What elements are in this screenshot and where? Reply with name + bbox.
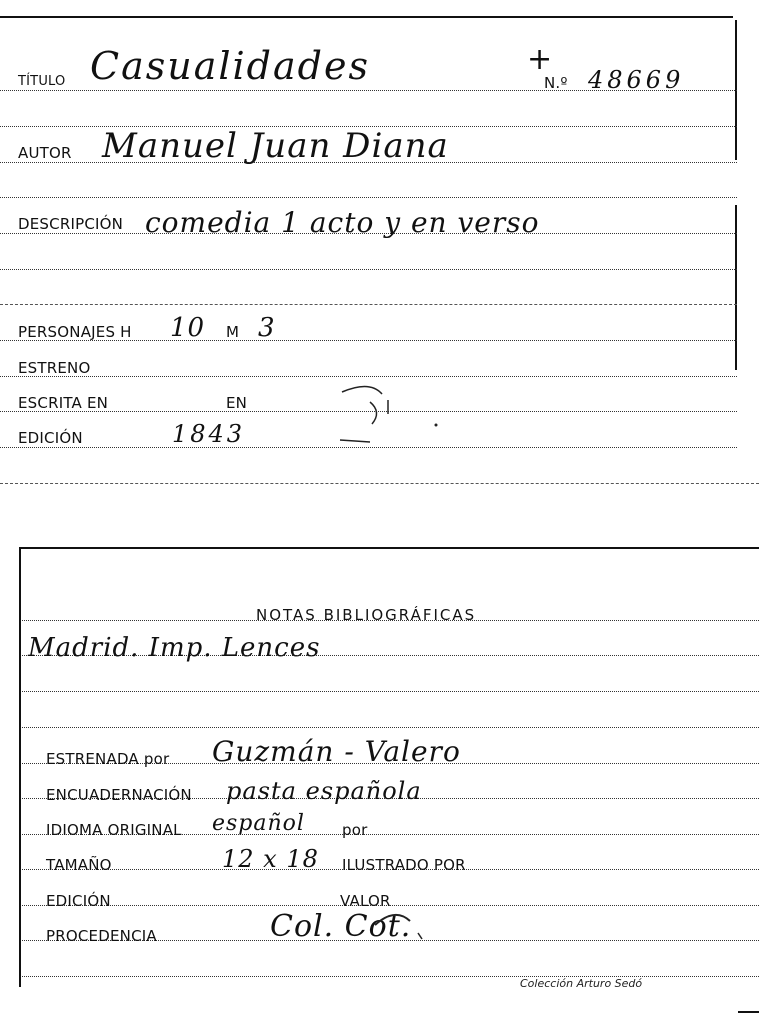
titulo-label: TÍTULO (18, 74, 66, 89)
idioma-value: español (212, 811, 305, 836)
punch-hole-mark (330, 380, 450, 450)
coleccion-footer: Colección Arturo Sedó (520, 977, 643, 990)
ruled-line (22, 691, 759, 692)
catalog-card-front (0, 0, 759, 492)
descripcion-label: DESCRIPCIÓN (18, 215, 124, 233)
tamano-value: 12 x 18 (222, 845, 319, 873)
escrita-en-label: EN (226, 394, 248, 412)
edicion-back-label: EDICIÓN (46, 892, 111, 910)
personajes-m-label: M (226, 323, 240, 341)
edicion-value: 1843 (172, 420, 246, 448)
valor-label: VALOR (340, 892, 391, 910)
catalog-card-back (0, 545, 759, 1028)
ruled-line (0, 304, 737, 305)
estrenada-value: Guzmán - Valero (212, 735, 461, 768)
numero-label: N.º (544, 74, 568, 92)
card-bottom-edge (0, 483, 759, 484)
personajes-label: PERSONAJES H (18, 323, 132, 341)
estrenada-label: ESTRENADA por (46, 750, 170, 768)
punch-hole-mark (370, 905, 440, 945)
estreno-label: ESTRENO (18, 359, 91, 377)
idioma-por-label: por (342, 821, 368, 839)
ruled-line (22, 976, 759, 977)
ruled-line (0, 197, 737, 198)
cross-mark-icon: + (527, 42, 553, 77)
ruled-line (0, 269, 737, 270)
procedencia-label: PROCEDENCIA (46, 927, 157, 945)
notas-value: Madrid. Imp. Lences (28, 633, 321, 663)
card-right-edge-lower (735, 205, 737, 370)
ruled-line (0, 376, 737, 377)
procedencia-value: Col. Cot. (270, 909, 412, 944)
personajes-m-value: 3 (258, 313, 276, 343)
escrita-label: ESCRITA EN (18, 394, 109, 412)
card-top-edge (20, 547, 759, 549)
titulo-value: Casualidades (90, 44, 370, 88)
ilustrado-label: ILUSTRADO POR (342, 856, 466, 874)
corner-tick (738, 1011, 759, 1013)
idioma-label: IDIOMA ORIGINAL (46, 821, 182, 839)
autor-label: AUTOR (18, 144, 72, 162)
autor-value: Manuel Juan Diana (102, 126, 449, 166)
ruled-line (22, 727, 759, 728)
encuadernacion-value: pasta española (226, 777, 422, 805)
card-top-edge (0, 16, 733, 18)
personajes-h-value: 10 (170, 313, 206, 343)
card-left-edge (19, 547, 21, 987)
edicion-label: EDICIÓN (18, 429, 83, 447)
notas-title: NOTAS BIBLIOGRÁFICAS (256, 606, 477, 624)
numero-value: 48669 (588, 66, 685, 94)
descripcion-value: comedia 1 acto y en verso (145, 206, 540, 239)
tamano-label: TAMAÑO (46, 856, 112, 874)
encuadernacion-label: ENCUADERNACIÓN (46, 786, 192, 804)
